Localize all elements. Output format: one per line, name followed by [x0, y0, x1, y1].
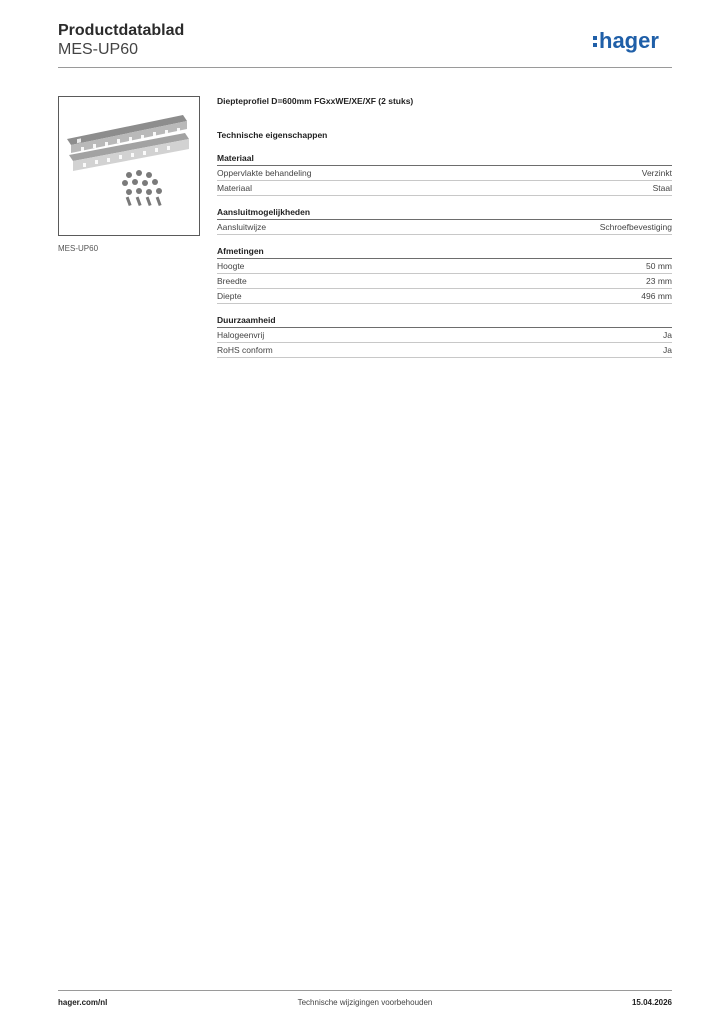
product-details	[217, 96, 672, 369]
spec-row	[217, 166, 672, 181]
spec-row	[217, 259, 672, 274]
product-name: Diepteprofiel D=600mm FGxxWE/XE/XF (2 stuks)	[217, 96, 414, 106]
spec-label: Breedte	[217, 276, 247, 286]
spec-row	[217, 343, 672, 358]
spec-label: Oppervlakte behandeling	[217, 168, 312, 178]
document-title: Productdatablad	[58, 22, 185, 39]
spec-label: Aansluitwijze	[217, 222, 267, 232]
logo-text: hager	[599, 28, 659, 53]
footer-divider	[58, 990, 672, 991]
section-title: Aansluitmogelijkheden	[217, 207, 672, 220]
section-aansluitmogelijkheden	[217, 207, 672, 235]
spec-row	[217, 274, 672, 289]
product-image	[58, 96, 200, 236]
page-footer	[58, 998, 672, 1010]
footer-date: 15.04.2026	[631, 998, 672, 1007]
section-duurzaamheid	[217, 315, 672, 358]
spec-value: 496 mm	[641, 291, 672, 301]
spec-value: Schroefbevestiging	[599, 222, 672, 232]
section-title: Duurzaamheid	[217, 315, 672, 328]
footer-disclaimer: Technische wijzigingen voorbehouden	[297, 998, 433, 1007]
section-materiaal	[217, 153, 672, 196]
spec-value: Verzinkt	[641, 168, 672, 178]
spec-label: Materiaal	[217, 183, 252, 193]
spec-value: 50 mm	[646, 261, 672, 271]
spec-label: Diepte	[217, 291, 242, 301]
hager-logo	[592, 28, 672, 56]
screws	[122, 170, 162, 206]
spec-value: 23 mm	[646, 276, 672, 286]
section-title: Afmetingen	[217, 246, 672, 259]
spec-row	[217, 220, 672, 235]
spec-row	[217, 328, 672, 343]
image-caption: MES-UP60	[58, 244, 99, 253]
spec-label: Hoogte	[217, 261, 245, 271]
spec-value: Ja	[663, 330, 672, 340]
spec-value: Ja	[663, 345, 672, 355]
product-code: MES-UP60	[58, 41, 139, 58]
technical-heading: Technische eigenschappen	[217, 130, 328, 140]
spec-row	[217, 289, 672, 304]
spec-label: RoHS conform	[217, 345, 273, 355]
spec-row	[217, 181, 672, 196]
spec-label: Halogeenvrij	[217, 330, 265, 340]
header-divider	[58, 67, 672, 68]
section-title: Materiaal	[217, 153, 672, 166]
spec-value: Staal	[652, 183, 672, 193]
document-header	[58, 22, 184, 59]
section-afmetingen	[217, 246, 672, 304]
footer-website-link[interactable]: hager.com/nl	[58, 998, 108, 1007]
